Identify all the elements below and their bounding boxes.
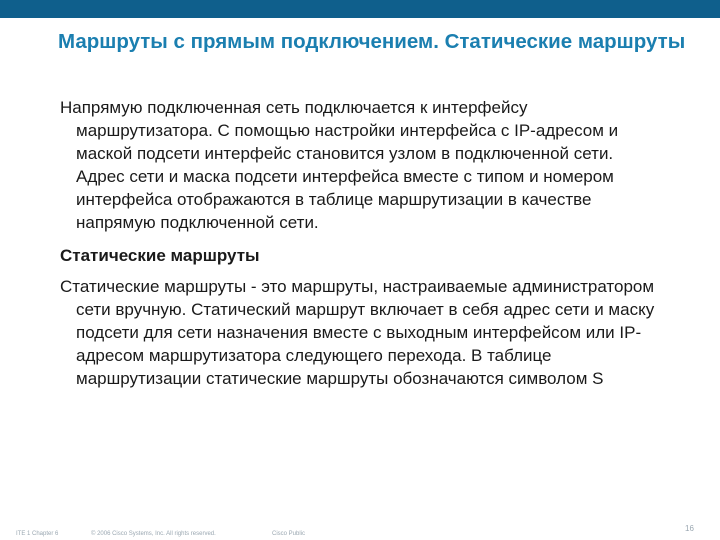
paragraph-static-routes: Статические маршруты - это маршруты, настраиваемые администратором сети вручную. Статический маршрут включает в себя адрес сети и маску подсети для сети назначения вместе с выходным интерфейсом или IP-адресом маршрутизатора следующего перехода. В таблице маршрутизации статические маршруты обозначаются символом S	[60, 277, 655, 388]
slide-body	[60, 96, 660, 400]
slide-title: Маршруты с прямым подключением. Статические маршруты	[58, 30, 686, 53]
top-banner	[0, 0, 720, 18]
footer-chapter: ITE 1 Chapter 6	[16, 531, 59, 537]
footer-classification: Cisco Public	[272, 531, 306, 537]
section-heading-static-routes: Статические маршруты	[60, 246, 260, 265]
paragraph-connected-routes: Напрямую подключенная сеть подключается к интерфейсу маршрутизатора. С помощью настройки интерфейса с IP-адресом и маской подсети интерфейс становится узлом в подключенной сети. Адрес сети и маска подсети интерфейса вместе с типом и номером интерфейса отображаются в таблице маршрутизации в качестве напрямую подключенной сети.	[60, 98, 619, 232]
page-number: 16	[685, 524, 694, 533]
footer-copyright: © 2006 Cisco Systems, Inc. All rights reserved.	[91, 531, 216, 537]
